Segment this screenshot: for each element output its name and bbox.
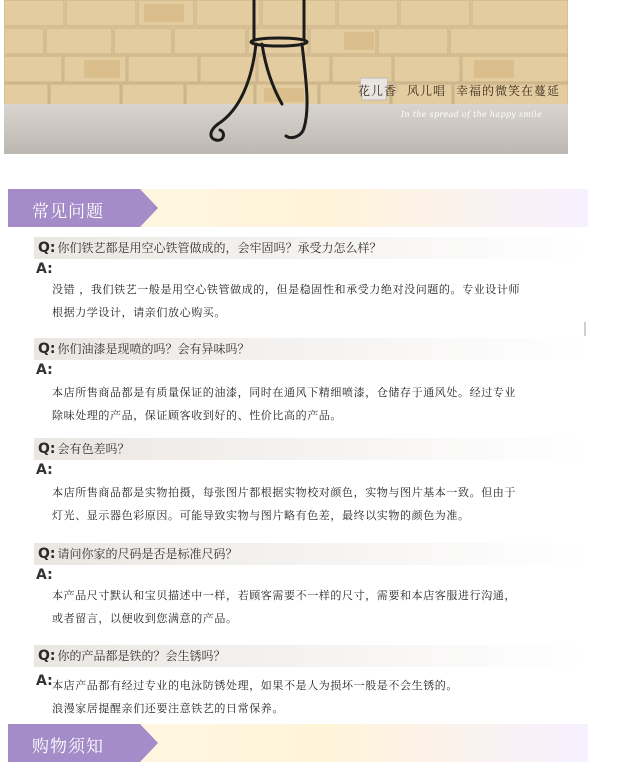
faq-question xyxy=(34,438,588,460)
faq-answer xyxy=(52,278,584,324)
question-text: 你的产品都是铁的？会生锈吗？ xyxy=(57,649,226,663)
banner-caption xyxy=(358,82,560,99)
answer-mark-label: A: xyxy=(36,567,53,583)
answer-line: 本产品尺寸默认和宝贝描述中一样，若顾客需要不一样的尺寸，需要和本店客服进行沟通， xyxy=(52,589,516,602)
faq-section-header xyxy=(8,189,588,227)
section-title: 购物须知 xyxy=(32,737,104,757)
question-mark-label: Q: xyxy=(38,648,56,664)
banner-image xyxy=(4,0,568,154)
answer-mark-label: A: xyxy=(36,673,53,689)
faq-question xyxy=(34,338,588,360)
question-text: 请问你家的尺码是否是标准尺码？ xyxy=(57,547,238,561)
iron-stand-image xyxy=(4,0,568,154)
answer-mark-label: A: xyxy=(36,362,53,378)
question-mark-label: Q: xyxy=(38,546,56,562)
divider-mark xyxy=(584,322,586,336)
answer-line: 浪漫家居提醒亲们还要注意铁艺的日常保养。 xyxy=(52,702,284,715)
answer-mark-label: A: xyxy=(36,261,53,277)
faq-answer xyxy=(52,381,584,427)
question-mark-label: Q: xyxy=(38,341,56,357)
caption-part: 花儿香 xyxy=(357,84,397,98)
question-text: 会有色差吗？ xyxy=(57,442,130,456)
question-text: 你们油漆是现喷的吗？会有异味吗？ xyxy=(57,342,250,356)
banner-script-text: In the spread of the happy smile xyxy=(400,110,542,119)
shopping-section-header xyxy=(8,724,588,762)
answer-line: 除味处理的产品，保证顾客收到好的、性价比高的产品。 xyxy=(52,409,342,422)
answer-line: 本店所售商品都是有质量保证的油漆，同时在通风下精细喷漆，仓储存于通风处。经过专业 xyxy=(52,386,516,399)
answer-line: 本店产品都有经过专业的电泳防锈处理，如果不是人为损坏一般是不会生锈的。 xyxy=(52,679,458,692)
answer-line: 或者留言，以便收到您满意的产品。 xyxy=(52,612,238,625)
faq-question xyxy=(34,543,588,565)
caption-part: 风儿唱 xyxy=(406,84,446,98)
answer-line: 没错 ，我们铁艺一般是用空心铁管做成的，但是稳固性和承受力绝对没问题的。专业设计师 xyxy=(52,283,521,296)
faq-answer xyxy=(52,584,584,630)
answer-mark-label: A: xyxy=(36,462,53,478)
question-text: 你们铁艺都是用空心铁管做成的，会牢固吗？承受力怎么样？ xyxy=(57,241,382,255)
answer-line: 根据力学设计，请亲们放心购买。 xyxy=(52,306,226,319)
question-mark-label: Q: xyxy=(38,240,56,256)
section-title: 常见问题 xyxy=(32,202,104,222)
faq-answer xyxy=(52,481,584,527)
caption-part: 幸福的微笑在蔓延 xyxy=(455,84,560,98)
faq-question xyxy=(34,237,588,259)
faq-question xyxy=(34,645,588,667)
answer-line: 本店所售商品都是实物拍摄，每张图片都根据实物校对颜色，实物与图片基本一致。但由于 xyxy=(52,486,516,499)
faq-answer xyxy=(52,674,584,720)
question-mark-label: Q: xyxy=(38,441,56,457)
answer-line: 灯光、显示器色彩原因。可能导致实物与图片略有色差，最终以实物的颜色为准。 xyxy=(52,509,470,522)
